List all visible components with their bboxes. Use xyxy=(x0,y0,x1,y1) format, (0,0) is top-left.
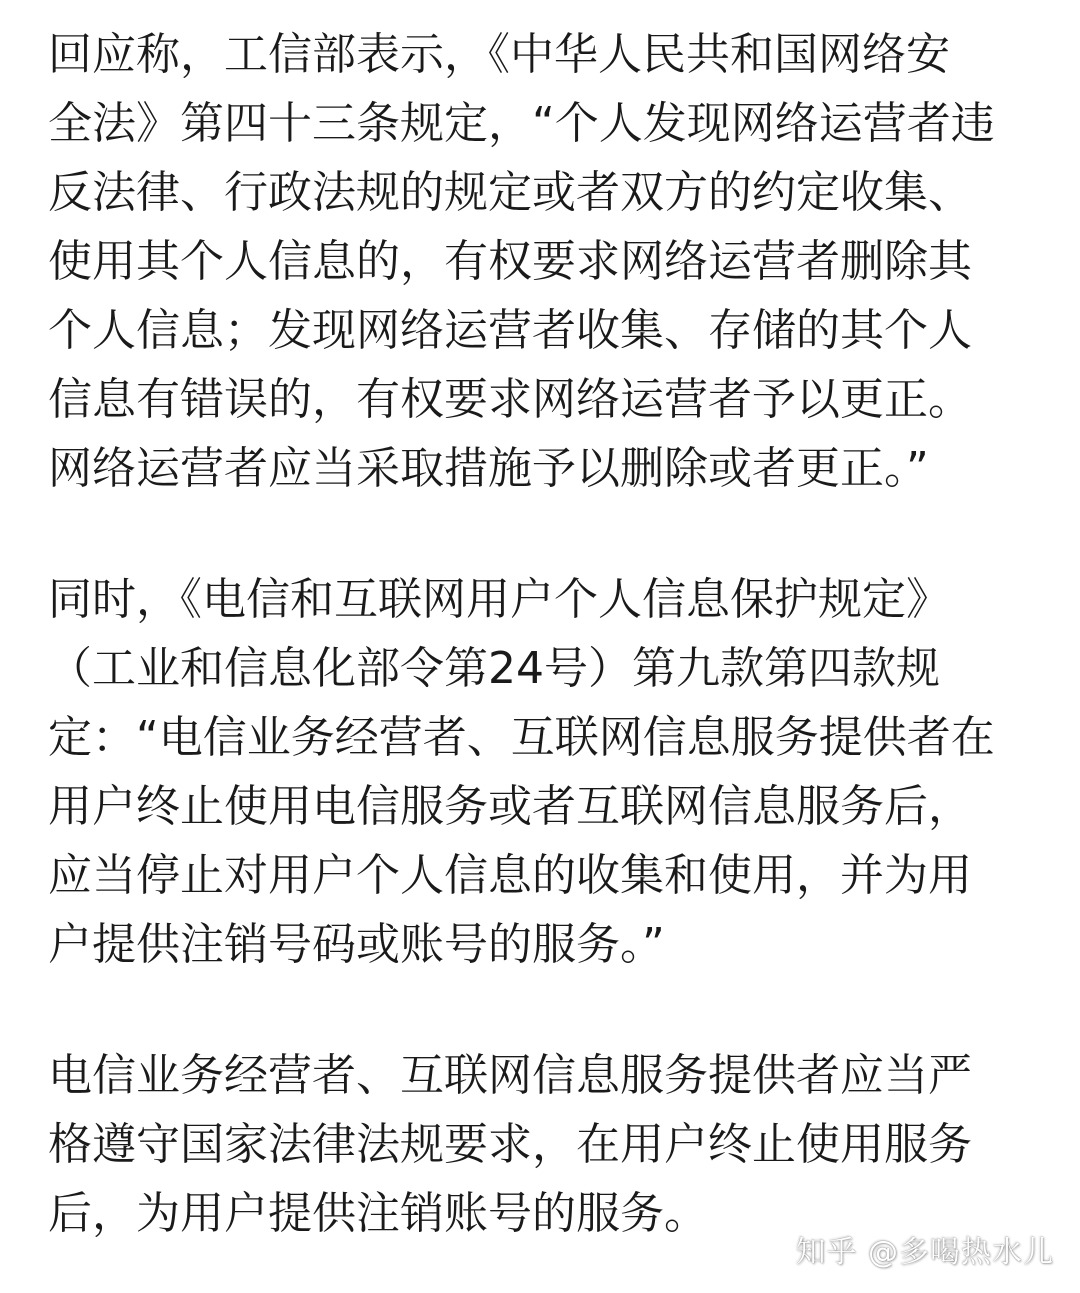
text-line: 电信业务经营者、互联网信息服务提供者应当严 xyxy=(48,1050,972,1101)
text-line: 应当停止对用户个人信息的收集和使用，并为用 xyxy=(48,850,972,901)
article-body xyxy=(48,20,1038,1248)
text-line: 用户终止使用电信服务或者互联网信息服务后， xyxy=(48,781,972,832)
text-line: 全法》第四十三条规定，“个人发现网络运营者违 xyxy=(48,98,995,149)
text-line: 格遵守国家法律法规要求，在用户终止使用服务 xyxy=(48,1119,972,1170)
text-line: 网络运营者应当采取措施予以删除或者更正。” xyxy=(48,443,929,494)
text-line: 信息有错误的，有权要求网络运营者予以更正。 xyxy=(48,374,972,425)
text-line: 后，为用户提供注销账号的服务。 xyxy=(48,1188,708,1239)
text-line: 同时，《电信和互联网用户个人信息保护规定》 xyxy=(48,574,950,625)
text-line: 个人信息；发现网络运营者收集、存储的其个人 xyxy=(48,305,972,356)
paragraph-3 xyxy=(48,1041,1038,1248)
paragraph-1 xyxy=(48,20,1038,503)
text-line: 反法律、行政法规的规定或者双方的约定收集、 xyxy=(48,167,972,218)
text-line: 使用其个人信息的，有权要求网络运营者删除其 xyxy=(48,236,972,287)
paragraph-2 xyxy=(48,565,1038,979)
text-line: 定：“电信业务经营者、互联网信息服务提供者在 xyxy=(48,712,995,763)
text-line: （工业和信息化部令第24号）第九款第四款规 xyxy=(48,643,940,694)
zhihu-watermark: 知乎 @多喝热水儿 xyxy=(795,1235,1054,1270)
text-line: 回应称，工信部表示，《中华人民共和国网络安 xyxy=(48,29,950,80)
text-line: 户提供注销号码或账号的服务。” xyxy=(48,919,665,970)
